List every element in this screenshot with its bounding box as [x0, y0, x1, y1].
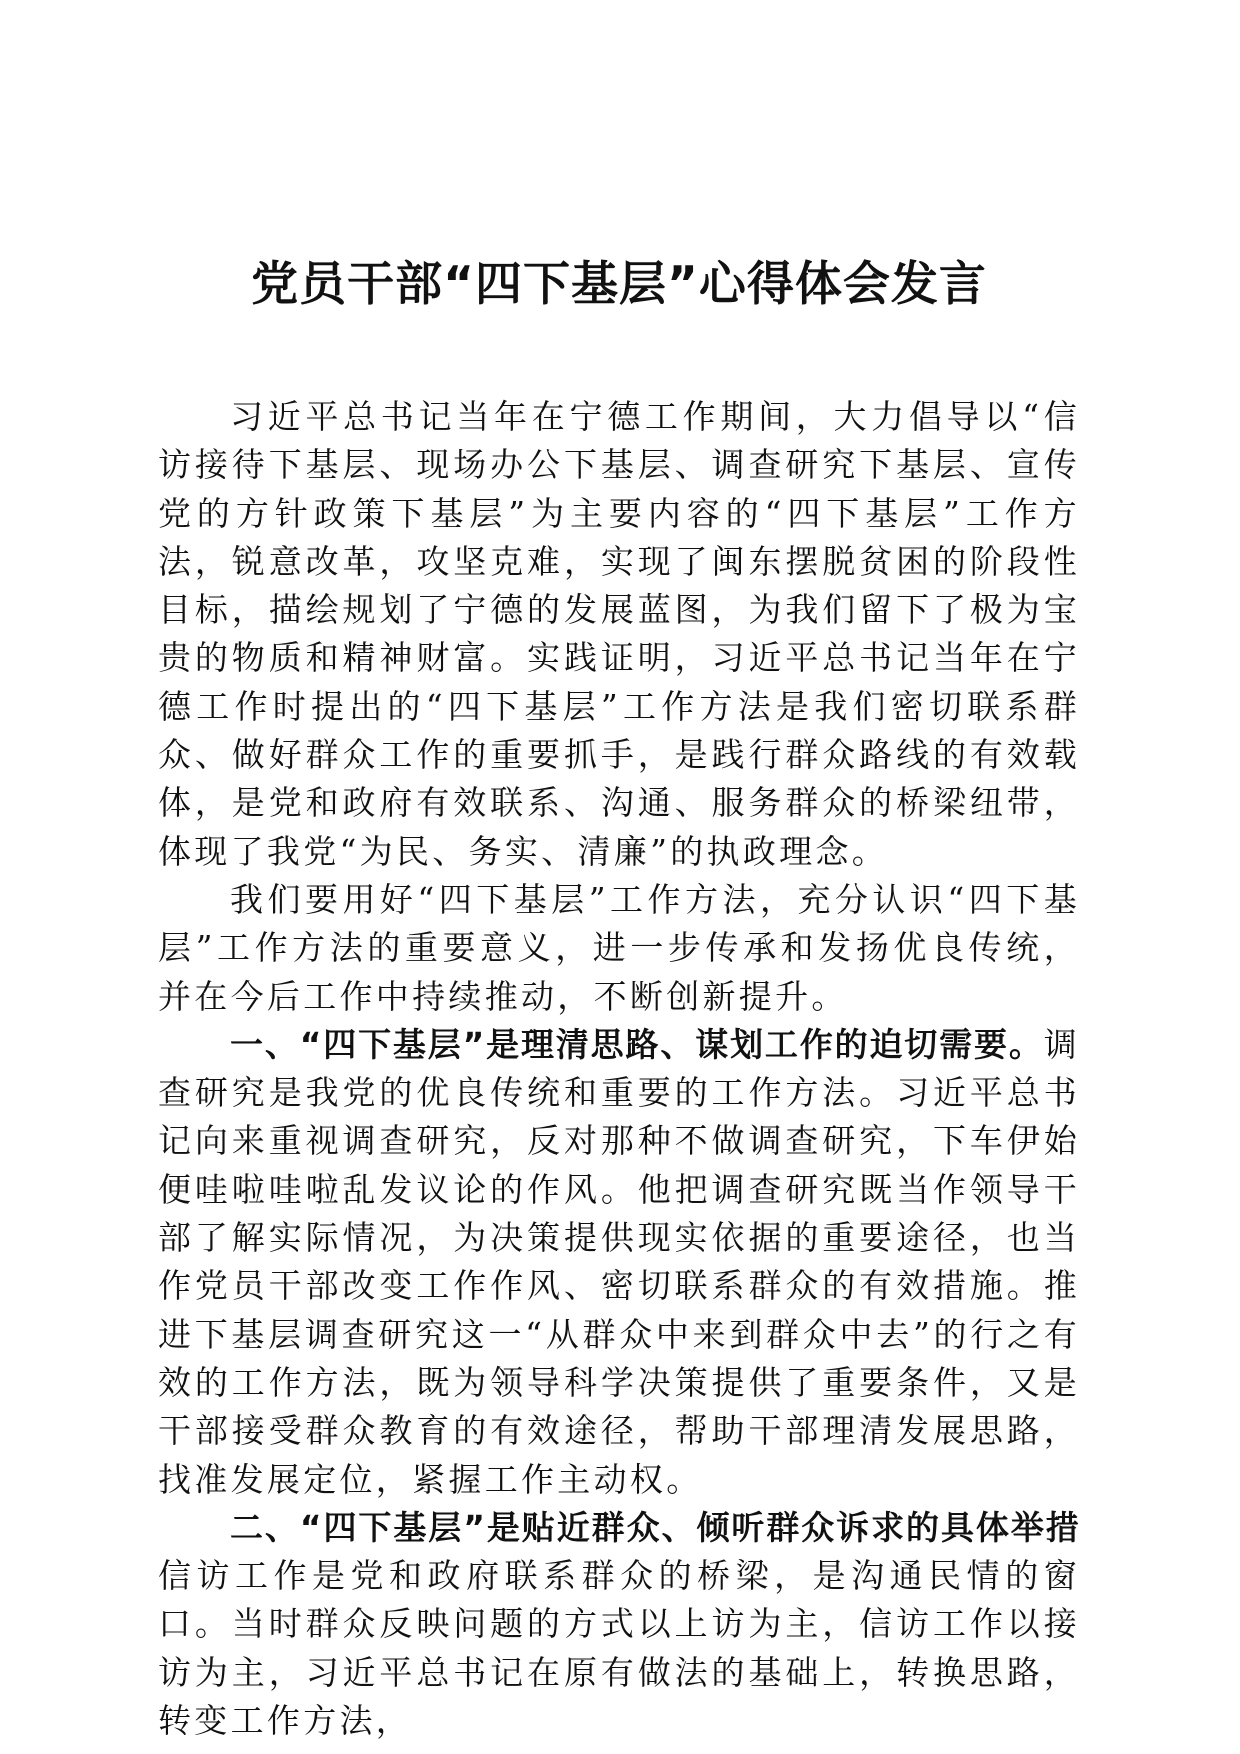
paragraph-text: 调查研究是我党的优良传统和重要的工作方法。习近平总书记向来重视调查研究，反对那种不做调查研究，下车伊始便哇啦哇啦乱发议论的作风。他把调查研究既当作领导干部了解实际情况，为决策提供现实依据的重要途径，也当作党员干部改变工作作风、密切联系群众的有效措施。推进下基层调查研究这一“从群众中来到群众中去”的行之有效的工作方法，既为领导科学决策提供了重要条件，又是干部接受群众教育的有效途径，帮助干部理清发展思路，找准发展定位，紧握工作主动权。 [158, 1024, 1080, 1499]
document-title: 党员干部“四下基层”心得体会发言 [251, 257, 987, 312]
paragraph-purpose [158, 876, 1080, 1021]
paragraph-text: 我们要用好“四下基层”工作方法，充分认识“四下基层”工作方法的重要意义，进一步传承和发扬优良传统，并在今后工作中持续推动，不断创新提升。 [158, 879, 1080, 1016]
paragraph-text: 信访工作是党和政府联系群众的桥梁，是沟通民情的窗口。当时群众反映问题的方式以上访为主，信访工作以接访为主，习近平总书记在原有做法的基础上，转换思路，转变工作方法， [158, 1556, 1080, 1741]
paragraph-intro [158, 393, 1080, 876]
paragraph-text: 习近平总书记当年在宁德工作期间，大力倡导以“信访接待下基层、现场办公下基层、调查研究下基层、宣传党的方针政策下基层”为主要内容的“四下基层”工作方法，锐意改革，攻坚克难，实现了闽东摆脱贫困的阶段性目标，描绘规划了宁德的发展蓝图，为我们留下了极为宝贵的物质和精神财富。实践证明，习近平总书记当年在宁德工作时提出的“四下基层”工作方法是我们密切联系群众、做好群众工作的重要抓手，是践行群众路线的有效载体，是党和政府有效联系、沟通、服务群众的桥梁纽带，体现了我党“为民、务实、清廉”的执政理念。 [158, 397, 1080, 871]
paragraph-section-two [158, 1504, 1080, 1745]
section-two-heading: 二、“四下基层”是贴近群众、倾听群众诉求的具体举措 [230, 1507, 1080, 1547]
paragraph-section-one [158, 1021, 1080, 1504]
section-one-heading: 一、“四下基层”是理清思路、谋划工作的迫切需要。 [230, 1024, 1044, 1064]
document-page [158, 255, 1080, 1745]
